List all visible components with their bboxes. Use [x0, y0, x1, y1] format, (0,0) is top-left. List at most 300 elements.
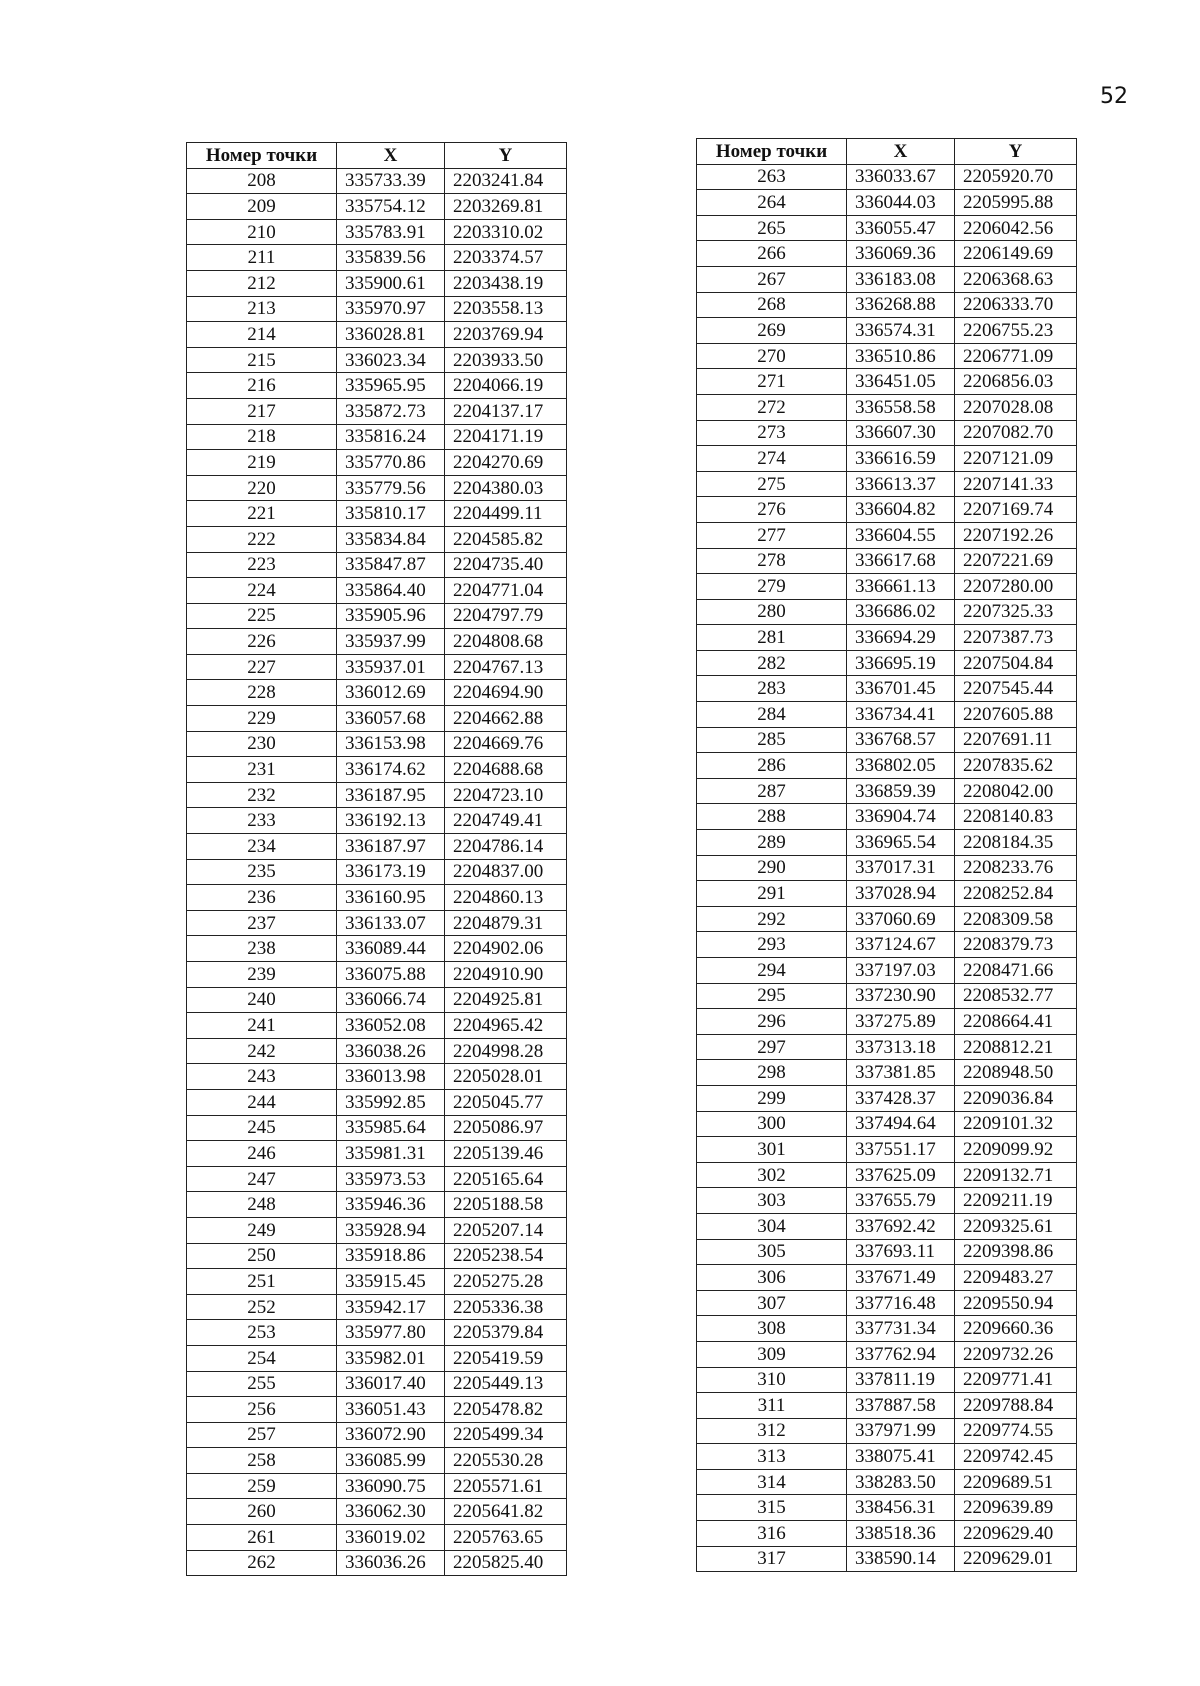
cell-x: 337197.03: [847, 958, 955, 984]
cell-x: 336604.55: [847, 522, 955, 548]
table-row: [187, 603, 567, 629]
cell-point-number: 308: [697, 1316, 847, 1342]
cell-y: 2209639.89: [955, 1495, 1077, 1521]
header-y: Y: [445, 143, 567, 169]
cell-point-number: 270: [697, 343, 847, 369]
cell-point-number: 275: [697, 471, 847, 497]
table-row: [697, 1495, 1077, 1521]
cell-point-number: 249: [187, 1217, 337, 1243]
table-row: [187, 450, 567, 476]
cell-point-number: 216: [187, 373, 337, 399]
cell-point-number: 262: [187, 1550, 337, 1576]
cell-point-number: 239: [187, 962, 337, 988]
table-row: [697, 1316, 1077, 1342]
table-row: [187, 168, 567, 194]
cell-point-number: 258: [187, 1448, 337, 1474]
cell-point-number: 279: [697, 574, 847, 600]
cell-x: 336069.36: [847, 241, 955, 267]
cell-y: 2209774.55: [955, 1418, 1077, 1444]
cell-point-number: 235: [187, 859, 337, 885]
table-row: [187, 1294, 567, 1320]
cell-point-number: 286: [697, 753, 847, 779]
cell-x: 338518.36: [847, 1521, 955, 1547]
cell-y: 2203374.57: [445, 245, 567, 271]
coordinates-table-left: [186, 142, 567, 1576]
cell-y: 2205207.14: [445, 1217, 567, 1243]
table-row: [697, 1367, 1077, 1393]
table-row: [187, 680, 567, 706]
table-row: [697, 190, 1077, 216]
cell-y: 2207221.69: [955, 548, 1077, 574]
cell-y: 2203558.13: [445, 296, 567, 322]
cell-point-number: 234: [187, 834, 337, 860]
cell-point-number: 243: [187, 1064, 337, 1090]
cell-point-number: 211: [187, 245, 337, 271]
table-row: [697, 650, 1077, 676]
cell-point-number: 244: [187, 1089, 337, 1115]
table-row: [187, 1473, 567, 1499]
cell-x: 338075.41: [847, 1444, 955, 1470]
cell-x: 336019.02: [337, 1525, 445, 1551]
table-row: [187, 1166, 567, 1192]
table-row: [697, 1469, 1077, 1495]
cell-x: 337625.09: [847, 1162, 955, 1188]
table-row: [187, 1089, 567, 1115]
cell-y: 2205139.46: [445, 1141, 567, 1167]
cell-x: 337551.17: [847, 1137, 955, 1163]
cell-x: 336965.54: [847, 830, 955, 856]
cell-point-number: 261: [187, 1525, 337, 1551]
cell-x: 336859.39: [847, 778, 955, 804]
cell-x: 336085.99: [337, 1448, 445, 1474]
cell-x: 335982.01: [337, 1345, 445, 1371]
table-row: [187, 885, 567, 911]
cell-x: 336574.31: [847, 318, 955, 344]
cell-y: 2203310.02: [445, 219, 567, 245]
cell-point-number: 299: [697, 1085, 847, 1111]
cell-y: 2209099.92: [955, 1137, 1077, 1163]
cell-point-number: 237: [187, 910, 337, 936]
cell-point-number: 222: [187, 526, 337, 552]
cell-y: 2204808.68: [445, 629, 567, 655]
cell-point-number: 264: [697, 190, 847, 216]
cell-y: 2205449.13: [445, 1371, 567, 1397]
cell-x: 336904.74: [847, 804, 955, 830]
cell-x: 336768.57: [847, 727, 955, 753]
cell-x: 337124.67: [847, 932, 955, 958]
cell-x: 336044.03: [847, 190, 955, 216]
header-y: Y: [955, 139, 1077, 165]
cell-point-number: 253: [187, 1320, 337, 1346]
table-row: [187, 373, 567, 399]
cell-x: 338283.50: [847, 1469, 955, 1495]
table-row: [187, 1038, 567, 1064]
cell-y: 2207387.73: [955, 625, 1077, 651]
cell-point-number: 265: [697, 215, 847, 241]
cell-x: 335965.95: [337, 373, 445, 399]
cell-point-number: 307: [697, 1290, 847, 1316]
cell-x: 335905.96: [337, 603, 445, 629]
cell-y: 2205499.34: [445, 1422, 567, 1448]
cell-y: 2204380.03: [445, 475, 567, 501]
table-row: [697, 1085, 1077, 1111]
cell-point-number: 288: [697, 804, 847, 830]
header-x: X: [337, 143, 445, 169]
page-number: 52: [1100, 84, 1128, 109]
cell-x: 336174.62: [337, 757, 445, 783]
cell-x: 335834.84: [337, 526, 445, 552]
cell-x: 337230.90: [847, 983, 955, 1009]
cell-x: 336075.88: [337, 962, 445, 988]
cell-y: 2207141.33: [955, 471, 1077, 497]
table-row: [187, 347, 567, 373]
cell-x: 336036.26: [337, 1550, 445, 1576]
cell-x: 335977.80: [337, 1320, 445, 1346]
table-row: [187, 501, 567, 527]
cell-y: 2204171.19: [445, 424, 567, 450]
cell-point-number: 224: [187, 578, 337, 604]
cell-x: 335970.97: [337, 296, 445, 322]
cell-point-number: 282: [697, 650, 847, 676]
table-row: [187, 1525, 567, 1551]
cell-y: 2203241.84: [445, 168, 567, 194]
cell-point-number: 280: [697, 599, 847, 625]
cell-y: 2206368.63: [955, 266, 1077, 292]
header-point-number: Номер точки: [187, 143, 337, 169]
cell-x: 337381.85: [847, 1060, 955, 1086]
cell-x: 336017.40: [337, 1371, 445, 1397]
cell-point-number: 317: [697, 1546, 847, 1572]
cell-x: 336066.74: [337, 987, 445, 1013]
cell-x: 335915.45: [337, 1269, 445, 1295]
cell-x: 335900.61: [337, 270, 445, 296]
table-row: [697, 241, 1077, 267]
cell-point-number: 238: [187, 936, 337, 962]
cell-y: 2207325.33: [955, 599, 1077, 625]
cell-y: 2205530.28: [445, 1448, 567, 1474]
table-row: [697, 778, 1077, 804]
cell-y: 2206755.23: [955, 318, 1077, 344]
cell-y: 2204797.79: [445, 603, 567, 629]
cell-x: 336604.82: [847, 497, 955, 523]
cell-point-number: 251: [187, 1269, 337, 1295]
table-row: [187, 731, 567, 757]
cell-y: 2209788.84: [955, 1393, 1077, 1419]
cell-x: 335770.86: [337, 450, 445, 476]
table-row: [187, 270, 567, 296]
cell-x: 336012.69: [337, 680, 445, 706]
cell-y: 2205188.58: [445, 1192, 567, 1218]
cell-x: 337275.89: [847, 1009, 955, 1035]
table-row: [187, 834, 567, 860]
cell-y: 2209771.41: [955, 1367, 1077, 1393]
cell-point-number: 310: [697, 1367, 847, 1393]
table-row: [697, 266, 1077, 292]
cell-point-number: 290: [697, 855, 847, 881]
cell-y: 2209689.51: [955, 1469, 1077, 1495]
cell-point-number: 269: [697, 318, 847, 344]
cell-x: 337028.94: [847, 881, 955, 907]
cell-x: 335992.85: [337, 1089, 445, 1115]
cell-y: 2208042.00: [955, 778, 1077, 804]
cell-y: 2204771.04: [445, 578, 567, 604]
cell-point-number: 297: [697, 1034, 847, 1060]
table-row: [187, 1345, 567, 1371]
cell-x: 335946.36: [337, 1192, 445, 1218]
cell-point-number: 255: [187, 1371, 337, 1397]
cell-y: 2206149.69: [955, 241, 1077, 267]
table-row: [697, 420, 1077, 446]
cell-x: 336802.05: [847, 753, 955, 779]
cell-x: 337060.69: [847, 906, 955, 932]
cell-y: 2208664.41: [955, 1009, 1077, 1035]
table-row: [697, 471, 1077, 497]
cell-point-number: 266: [697, 241, 847, 267]
cell-x: 336173.19: [337, 859, 445, 885]
table-row: [187, 1448, 567, 1474]
cell-y: 2207192.26: [955, 522, 1077, 548]
cell-x: 336617.68: [847, 548, 955, 574]
table-row: [697, 1546, 1077, 1572]
cell-point-number: 220: [187, 475, 337, 501]
cell-x: 336695.19: [847, 650, 955, 676]
table-row: [187, 1064, 567, 1090]
cell-y: 2205045.77: [445, 1089, 567, 1115]
cell-x: 337671.49: [847, 1265, 955, 1291]
cell-point-number: 219: [187, 450, 337, 476]
cell-point-number: 272: [697, 394, 847, 420]
cell-y: 2204965.42: [445, 1013, 567, 1039]
cell-x: 335816.24: [337, 424, 445, 450]
cell-x: 337811.19: [847, 1367, 955, 1393]
cell-y: 2208532.77: [955, 983, 1077, 1009]
cell-point-number: 225: [187, 603, 337, 629]
table-row: [187, 578, 567, 604]
table-row: [187, 398, 567, 424]
table-row: [187, 296, 567, 322]
cell-x: 335937.99: [337, 629, 445, 655]
cell-point-number: 263: [697, 164, 847, 190]
table-row: [697, 830, 1077, 856]
cell-y: 2208252.84: [955, 881, 1077, 907]
table-row: [187, 1550, 567, 1576]
cell-x: 335810.17: [337, 501, 445, 527]
cell-y: 2209732.26: [955, 1341, 1077, 1367]
table-row: [697, 599, 1077, 625]
table-row: [697, 1239, 1077, 1265]
table-row: [697, 1137, 1077, 1163]
table-row: [187, 962, 567, 988]
cell-x: 336661.13: [847, 574, 955, 600]
cell-x: 335839.56: [337, 245, 445, 271]
cell-y: 2204860.13: [445, 885, 567, 911]
table-row: [187, 1141, 567, 1167]
cell-y: 2209550.94: [955, 1290, 1077, 1316]
cell-x: 337887.58: [847, 1393, 955, 1419]
cell-x: 335985.64: [337, 1115, 445, 1141]
cell-point-number: 236: [187, 885, 337, 911]
cell-point-number: 217: [187, 398, 337, 424]
cell-y: 2206856.03: [955, 369, 1077, 395]
cell-x: 337971.99: [847, 1418, 955, 1444]
table-row: [697, 394, 1077, 420]
cell-y: 2205028.01: [445, 1064, 567, 1090]
cell-y: 2209101.32: [955, 1111, 1077, 1137]
cell-x: 336451.05: [847, 369, 955, 395]
table-row: [187, 1013, 567, 1039]
table-row: [187, 1499, 567, 1525]
table-row: [697, 702, 1077, 728]
table-row: [187, 1115, 567, 1141]
cell-x: 337731.34: [847, 1316, 955, 1342]
table-row: [697, 932, 1077, 958]
cell-x: 335928.94: [337, 1217, 445, 1243]
table-row: [697, 1418, 1077, 1444]
table-row: [697, 1162, 1077, 1188]
cell-x: 336028.81: [337, 322, 445, 348]
cell-y: 2207028.08: [955, 394, 1077, 420]
cell-y: 2208184.35: [955, 830, 1077, 856]
cell-point-number: 230: [187, 731, 337, 757]
table-row: [187, 808, 567, 834]
table-row: [187, 194, 567, 220]
cell-point-number: 221: [187, 501, 337, 527]
cell-y: 2204910.90: [445, 962, 567, 988]
cell-y: 2204723.10: [445, 782, 567, 808]
cell-point-number: 245: [187, 1115, 337, 1141]
cell-x: 337655.79: [847, 1188, 955, 1214]
cell-point-number: 314: [697, 1469, 847, 1495]
cell-point-number: 268: [697, 292, 847, 318]
cell-y: 2204066.19: [445, 373, 567, 399]
cell-y: 2205336.38: [445, 1294, 567, 1320]
cell-point-number: 213: [187, 296, 337, 322]
cell-y: 2205478.82: [445, 1397, 567, 1423]
table-row: [697, 292, 1077, 318]
cell-y: 2204998.28: [445, 1038, 567, 1064]
table-row: [187, 859, 567, 885]
table-row: [697, 1521, 1077, 1547]
cell-y: 2204137.17: [445, 398, 567, 424]
cell-point-number: 209: [187, 194, 337, 220]
table-row: [187, 475, 567, 501]
cell-x: 337692.42: [847, 1213, 955, 1239]
cell-y: 2206042.56: [955, 215, 1077, 241]
table-row: [697, 343, 1077, 369]
cell-y: 2209325.61: [955, 1213, 1077, 1239]
table-row: [697, 1060, 1077, 1086]
cell-point-number: 292: [697, 906, 847, 932]
cell-x: 336160.95: [337, 885, 445, 911]
cell-x: 335872.73: [337, 398, 445, 424]
table-row: [187, 1371, 567, 1397]
table-row: [187, 1397, 567, 1423]
table-row: [697, 727, 1077, 753]
cell-y: 2205641.82: [445, 1499, 567, 1525]
cell-x: 336033.67: [847, 164, 955, 190]
cell-point-number: 294: [697, 958, 847, 984]
table-row: [697, 881, 1077, 907]
cell-point-number: 240: [187, 987, 337, 1013]
cell-point-number: 246: [187, 1141, 337, 1167]
table-row: [697, 446, 1077, 472]
cell-point-number: 210: [187, 219, 337, 245]
cell-y: 2209483.27: [955, 1265, 1077, 1291]
cell-point-number: 291: [697, 881, 847, 907]
cell-y: 2207504.84: [955, 650, 1077, 676]
cell-y: 2204499.11: [445, 501, 567, 527]
cell-x: 335754.12: [337, 194, 445, 220]
table-row: [187, 552, 567, 578]
cell-point-number: 214: [187, 322, 337, 348]
cell-x: 336055.47: [847, 215, 955, 241]
cell-y: 2205379.84: [445, 1320, 567, 1346]
cell-point-number: 304: [697, 1213, 847, 1239]
cell-point-number: 289: [697, 830, 847, 856]
table-row: [187, 424, 567, 450]
cell-x: 337313.18: [847, 1034, 955, 1060]
cell-x: 336192.13: [337, 808, 445, 834]
cell-x: 337693.11: [847, 1239, 955, 1265]
cell-x: 337762.94: [847, 1341, 955, 1367]
cell-point-number: 233: [187, 808, 337, 834]
cell-x: 336062.30: [337, 1499, 445, 1525]
cell-x: 336072.90: [337, 1422, 445, 1448]
cell-point-number: 248: [187, 1192, 337, 1218]
table-row: [697, 1290, 1077, 1316]
table-row: [697, 164, 1077, 190]
cell-y: 2204270.69: [445, 450, 567, 476]
cell-y: 2209629.40: [955, 1521, 1077, 1547]
cell-x: 335847.87: [337, 552, 445, 578]
cell-point-number: 284: [697, 702, 847, 728]
table-row: [697, 215, 1077, 241]
cell-y: 2207169.74: [955, 497, 1077, 523]
cell-y: 2204749.41: [445, 808, 567, 834]
table-row: [697, 1444, 1077, 1470]
cell-x: 336734.41: [847, 702, 955, 728]
table-row: [697, 318, 1077, 344]
table-row: [697, 1393, 1077, 1419]
cell-y: 2208379.73: [955, 932, 1077, 958]
cell-y: 2207691.11: [955, 727, 1077, 753]
cell-y: 2204879.31: [445, 910, 567, 936]
cell-y: 2208471.66: [955, 958, 1077, 984]
cell-y: 2206771.09: [955, 343, 1077, 369]
table-row: [697, 804, 1077, 830]
cell-point-number: 223: [187, 552, 337, 578]
cell-x: 335973.53: [337, 1166, 445, 1192]
cell-y: 2203769.94: [445, 322, 567, 348]
cell-y: 2208233.76: [955, 855, 1077, 881]
table-row: [187, 987, 567, 1013]
cell-y: 2205763.65: [445, 1525, 567, 1551]
cell-y: 2207121.09: [955, 446, 1077, 472]
cell-y: 2205571.61: [445, 1473, 567, 1499]
cell-y: 2208309.58: [955, 906, 1077, 932]
table-row: [697, 1188, 1077, 1214]
cell-y: 2204925.81: [445, 987, 567, 1013]
table-row: [187, 706, 567, 732]
cell-x: 336686.02: [847, 599, 955, 625]
cell-point-number: 277: [697, 522, 847, 548]
table-row: [697, 574, 1077, 600]
cell-point-number: 303: [697, 1188, 847, 1214]
cell-y: 2204694.90: [445, 680, 567, 706]
cell-point-number: 306: [697, 1265, 847, 1291]
cell-point-number: 231: [187, 757, 337, 783]
cell-point-number: 274: [697, 446, 847, 472]
